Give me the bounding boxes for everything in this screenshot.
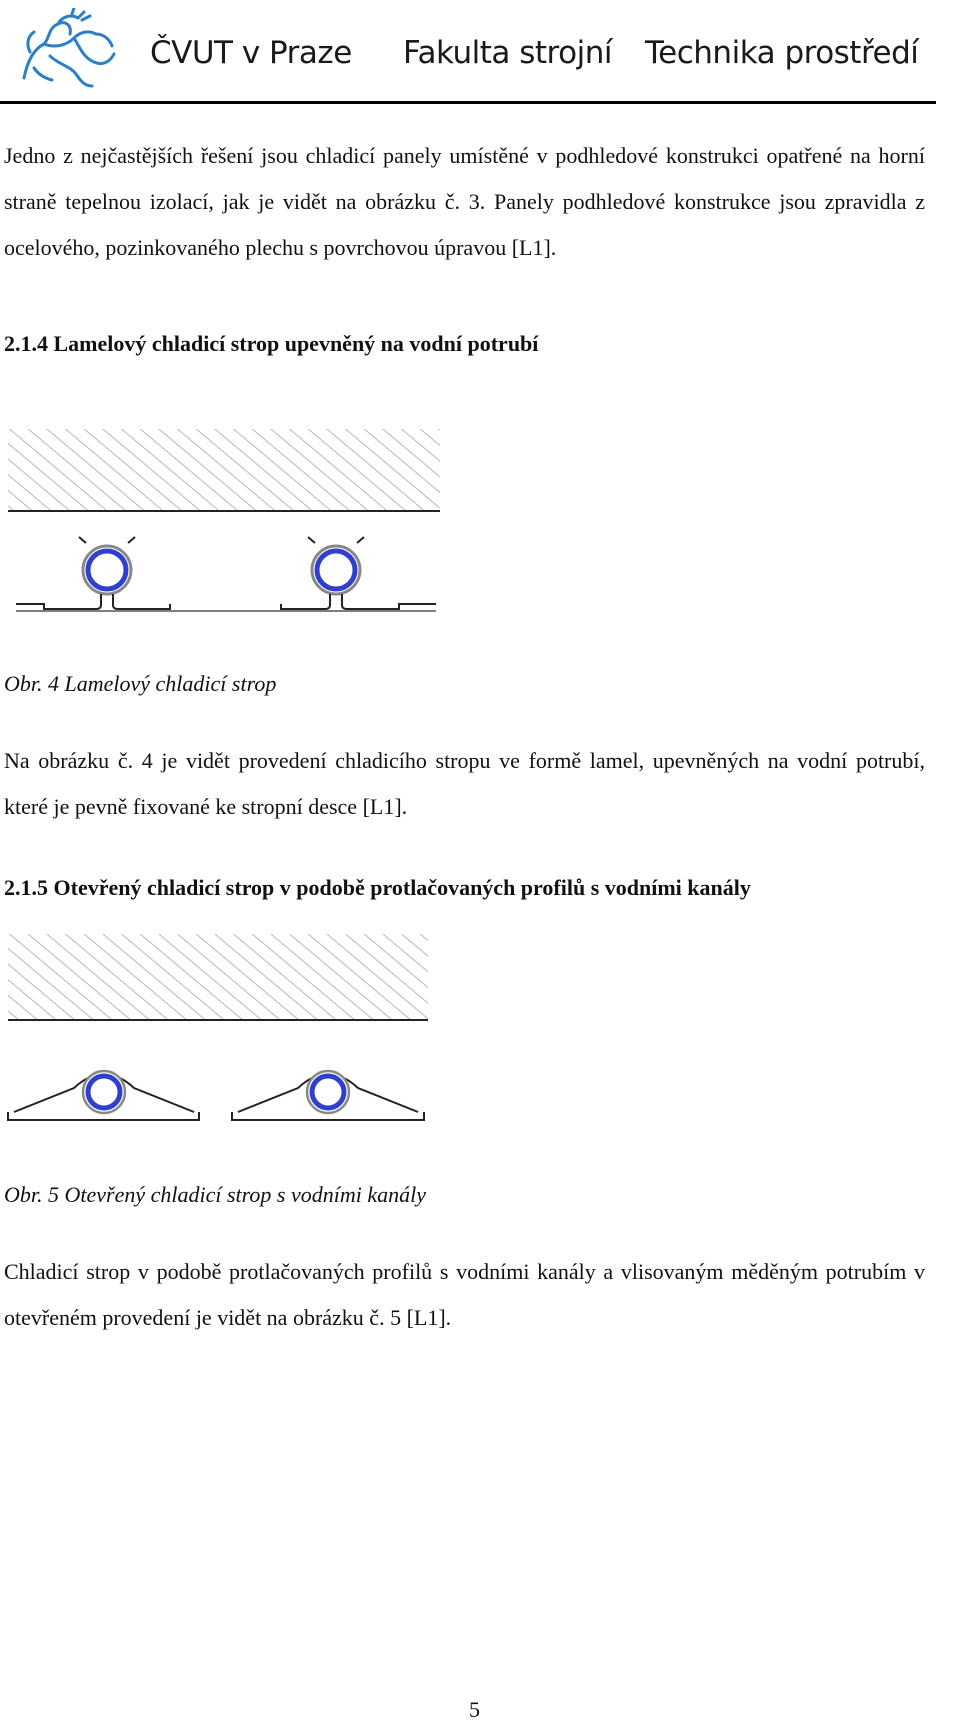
caption-figure-4: Obr. 4 Lamelový chladicí strop [4,671,277,696]
heading-2-1-5: 2.1.5 Otevřený chladicí strop v podobě protlačovaných profilů s vodními kanály [4,875,751,900]
slab-hatch [8,934,428,1020]
header-divider [0,101,936,104]
pipe-assembly-right [281,537,436,609]
paragraph-figure-5-description: Chladicí strop v podobě protlačovaných profilů s vodními kanály a vlisovaným měděným potrubím v otevřeném provedení je vidět na obrázku č. 5 [L1]. [4,1259,925,1330]
paragraph-panels: Jedno z nejčastějších řešení jsou chladicí panely umístěné v podhledové konstrukci opatřené na horní straně tepelnou izolací, jak je vidět na obrázku č. 3. Panely podhledové konstrukce jsou zpravidla z ocelového, pozinkovaného plechu s povrchovou úpravou [L1]. [4,143,925,260]
page-header [0,0,960,105]
profile-right [232,1071,424,1120]
page-number: 5 [469,1697,480,1722]
caption-figure-5: Obr. 5 Otevřený chladicí strop s vodními kanály [4,1182,426,1207]
figure-5-open-ceiling-profiles [4,930,434,1130]
header-university: ČVUT v Praze [150,35,352,71]
paragraph-figure-4-description: Na obrázku č. 4 je vidět provedení chladicího stropu ve formě lamel, upevněných na vodní potrubí, které je pevně fixované ke stropní desce [L1]. [4,748,925,819]
profile-left [8,1071,199,1120]
heading-2-1-4: 2.1.4 Lamelový chladicí strop upevněný na vodní potrubí [4,331,539,356]
header-department: Technika prostředí [645,35,919,71]
cvut-lion-logo-icon [14,8,122,92]
figure-4-lamella-ceiling [4,425,444,625]
slab-hatch [8,429,440,511]
header-faculty: Fakulta strojní [403,35,612,71]
pipe-assembly-left [16,537,170,609]
